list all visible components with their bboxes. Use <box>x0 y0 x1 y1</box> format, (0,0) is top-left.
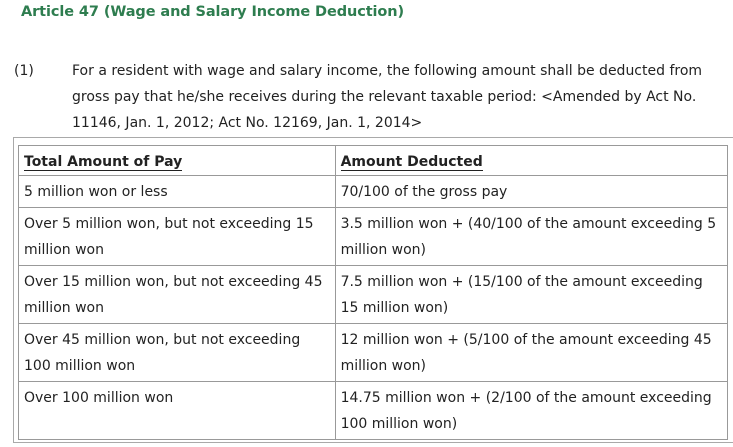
table-header-row <box>19 146 728 176</box>
deduction-table <box>18 145 728 440</box>
cell-amount-deducted: 70/100 of the gross pay <box>335 176 727 208</box>
cell-total-pay: Over 5 million won, but not exceeding 15 million won <box>19 208 336 266</box>
cell-amount-deducted: 7.5 million won + (15/100 of the amount exceeding 15 million won) <box>335 266 727 324</box>
cell-total-pay: Over 45 million won, but not exceeding 100 million won <box>19 324 336 382</box>
cell-total-pay: 5 million won or less <box>19 176 336 208</box>
table-row <box>19 382 728 440</box>
paragraph-number: (1) <box>14 63 34 79</box>
header-total-amount-of-pay-label: Total Amount of Pay <box>24 154 183 170</box>
table-row <box>19 208 728 266</box>
table-row <box>19 176 728 208</box>
cell-total-pay: Over 15 million won, but not exceeding 45 million won <box>19 266 336 324</box>
cell-amount-deducted: 12 million won + (5/100 of the amount exceeding 45 million won) <box>335 324 727 382</box>
cell-amount-deducted: 14.75 million won + (2/100 of the amount exceeding 100 million won) <box>335 382 727 440</box>
header-amount-deducted-label: Amount Deducted <box>340 154 483 170</box>
table-row <box>19 266 728 324</box>
paragraph-text: For a resident with wage and salary income, the following amount shall be deducted from gross pay that he/she receives during the relevant taxable period: <Amended by Act No. 11146, Jan. 1, 2012; Act No. 12169, Jan. 1, 2014> <box>72 63 703 131</box>
article-title: Article 47 (Wage and Salary Income Deduction) <box>21 4 405 20</box>
cell-amount-deducted: 3.5 million won + (40/100 of the amount exceeding 5 million won) <box>335 208 727 266</box>
cell-total-pay: Over 100 million won <box>19 382 336 440</box>
header-amount-deducted <box>335 146 727 176</box>
header-total-amount-of-pay <box>19 146 336 176</box>
table-row <box>19 324 728 382</box>
